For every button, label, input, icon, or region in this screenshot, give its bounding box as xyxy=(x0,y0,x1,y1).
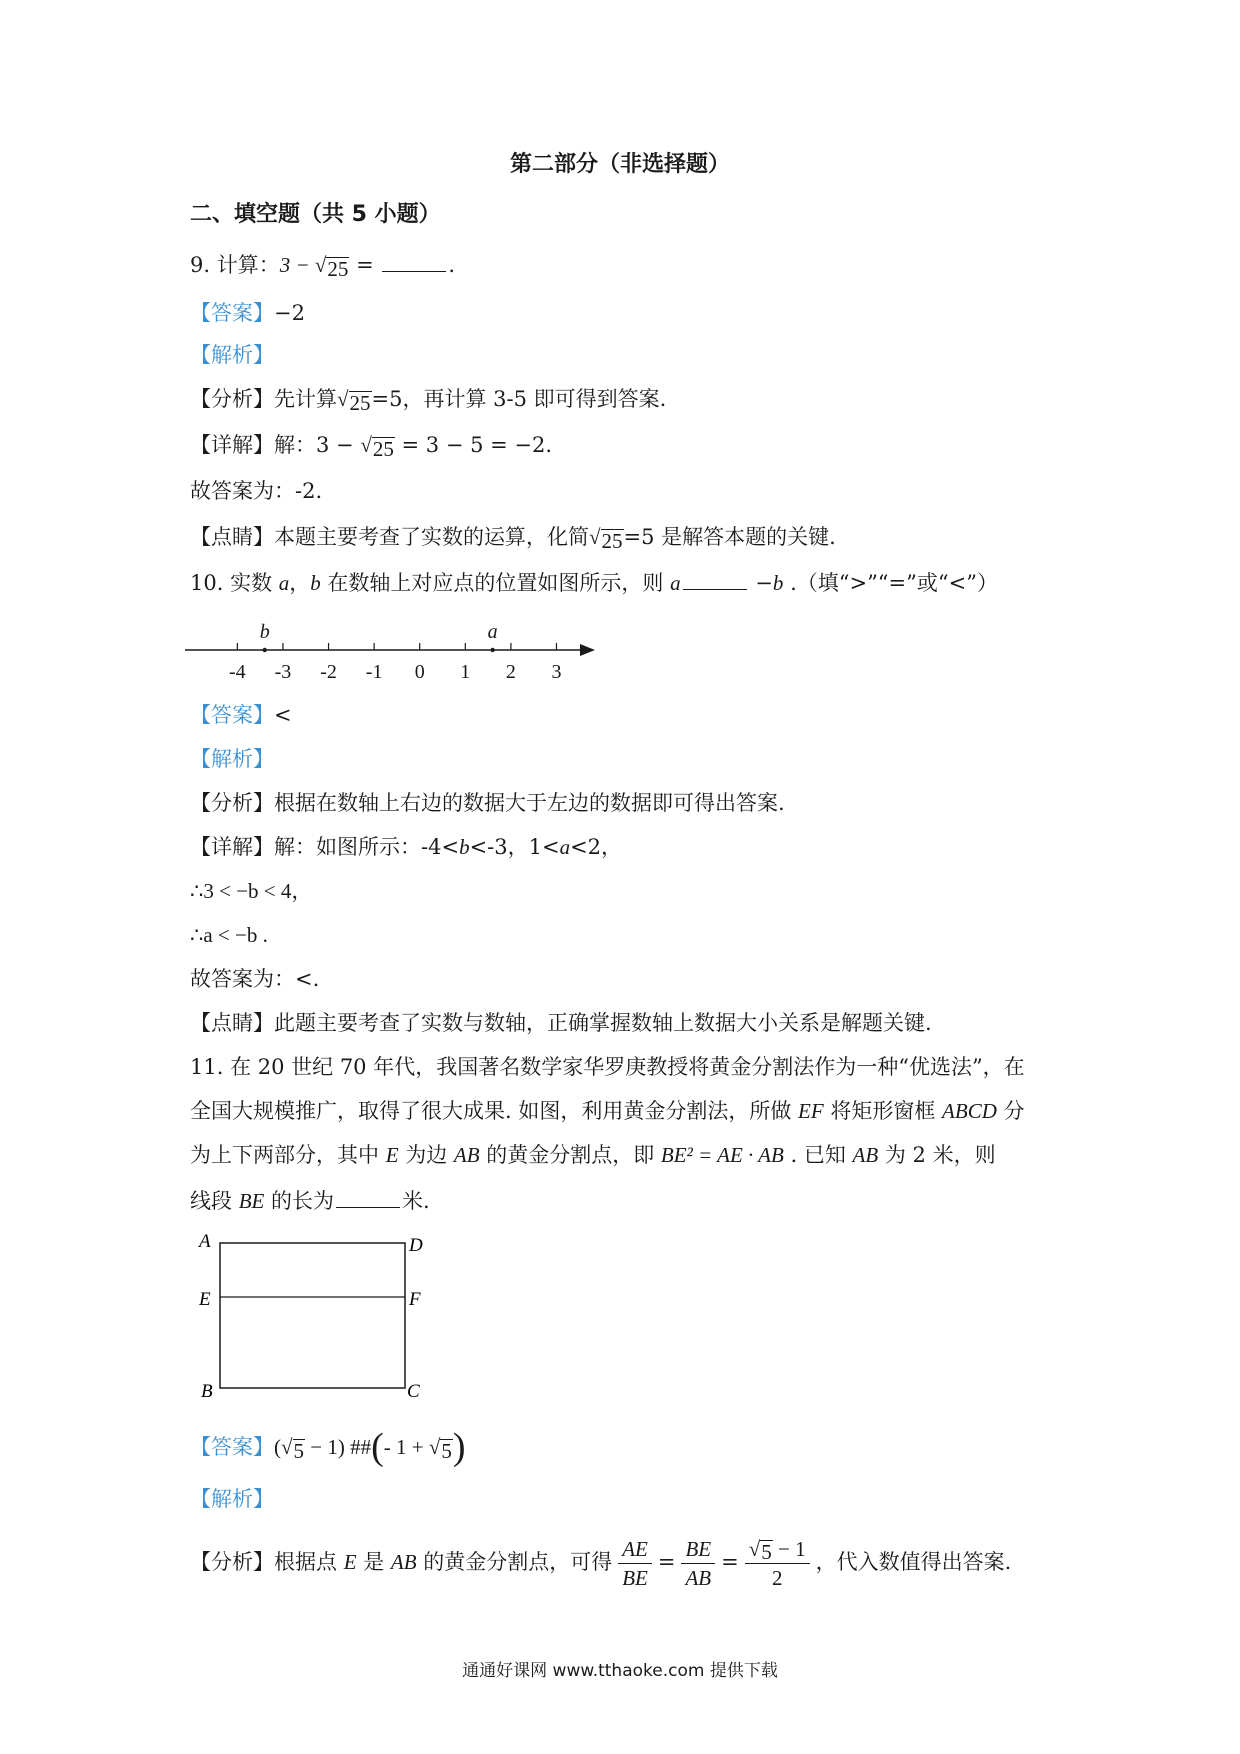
q11-line1: 11. 在 20 世纪 70 年代，我国著名数学家华罗庚教授将黄金分割法作为一种“优选法”，在 xyxy=(190,1055,1025,1079)
q10-stem: 10. 实数 a，b 在数轴上对应点的位置如图所示，则 a −b .（填“>”“=”或“<”） xyxy=(190,571,998,595)
answer-blank xyxy=(382,253,446,272)
answer-blank xyxy=(336,1189,400,1208)
q9-conclusion: 故答案为：-2. xyxy=(190,479,323,503)
label-b: B xyxy=(201,1381,213,1402)
section-title: 第二部分（非选择题） xyxy=(509,152,730,177)
q11-fenxi: 【分析】根据点 E 是 AB 的黄金分割点，可得 $\frac{AE}{BE}$ = $\frac{BE}{AB}$ = √ 5 − 1 2 ，代入数值得出答案. xyxy=(190,1537,1012,1590)
page-footer: 通通好课网 www.tthaoke.com 提供下载 xyxy=(462,1661,778,1681)
q11-line4: 线段 BE 的长为 米. xyxy=(190,1189,430,1213)
point-b xyxy=(263,648,267,652)
label-d: D xyxy=(409,1235,423,1256)
fraction-be-ab: $\frac{BE}{AB}$ xyxy=(681,1535,715,1592)
tick-label-2: 2 xyxy=(505,661,516,683)
q9-fenxi: 【分析】先计算 √ 25 =5，再计算 3-5 即可得到答案. xyxy=(190,387,667,415)
q11-line2: 全国大规模推广，取得了很大成果. 如图，利用黄金分割法，所做 EF 将矩形窗框 ABCD 分 xyxy=(190,1099,1025,1123)
part-title: 二、填空题（共 5 小题） xyxy=(190,202,441,227)
tick-label--1: -1 xyxy=(365,661,383,683)
q10-step2: ∴a < −b . xyxy=(190,923,268,947)
q10-conclusion: 故答案为：<. xyxy=(190,967,320,991)
q9-answer: 【答案】−2 xyxy=(190,301,305,325)
label-f: F xyxy=(409,1289,421,1310)
sqrt-q9: √ 25 xyxy=(314,253,349,281)
q9-stem: 9. 计算：3 − √ 25 = . xyxy=(190,250,455,280)
rect-abcd xyxy=(220,1243,405,1388)
arrow-icon xyxy=(580,644,595,656)
q11-jiexi: 【解析】 xyxy=(190,1487,274,1511)
tick-label-0: 0 xyxy=(414,661,425,683)
q11-answer: 【答案】( √ 5 − 1) ##(- 1 + √ 5 ) xyxy=(190,1426,466,1468)
point-a xyxy=(490,648,494,652)
q10-xiangjie: 【详解】解：如图所示：-4<b<-3，1<a<2， xyxy=(190,835,623,859)
fraction-golden: √ 5 − 1 2 xyxy=(745,1535,810,1592)
q10-dianjing: 【点睛】此题主要考查了实数与数轴，正确掌握数轴上数据大小关系是解题关键. xyxy=(190,1011,932,1035)
label-a: A xyxy=(199,1231,211,1252)
tick-label--2: -2 xyxy=(320,661,337,683)
q9-xiangjie: 【详解】解：3 − √ 25 = 3 − 5 = −2. xyxy=(190,433,553,461)
q9-jiexi: 【解析】 xyxy=(190,343,274,367)
q10-answer: 【答案】< xyxy=(190,703,292,727)
tick-label--3: -3 xyxy=(274,661,292,683)
point-label-a: a xyxy=(487,621,498,643)
rectangle-figure xyxy=(195,1225,440,1405)
fraction-ae-be: $\frac{AE}{BE}$ xyxy=(618,1535,652,1592)
q11-line3: 为上下两部分，其中 E 为边 AB 的黄金分割点，即 BE² = AE · AB . 已知 AB 为 2 米，则 xyxy=(190,1143,996,1167)
q9-dianjing: 【点睛】本题主要考查了实数的运算，化简 √ 25 =5 是解答本题的关键. xyxy=(190,525,836,553)
tick-label--4: -4 xyxy=(229,661,246,683)
tick-label-1: 1 xyxy=(460,661,471,683)
tick-label-3: 3 xyxy=(551,661,562,683)
label-c: C xyxy=(407,1381,420,1402)
q10-fenxi: 【分析】根据在数轴上右边的数据大于左边的数据即可得出答案. xyxy=(190,791,785,815)
q10-step1: ∴3 < −b < 4， xyxy=(190,879,313,903)
label-e: E xyxy=(199,1289,211,1310)
number-line xyxy=(185,615,595,685)
point-label-b: b xyxy=(259,621,270,643)
q10-jiexi: 【解析】 xyxy=(190,747,274,771)
answer-blank xyxy=(683,571,747,590)
